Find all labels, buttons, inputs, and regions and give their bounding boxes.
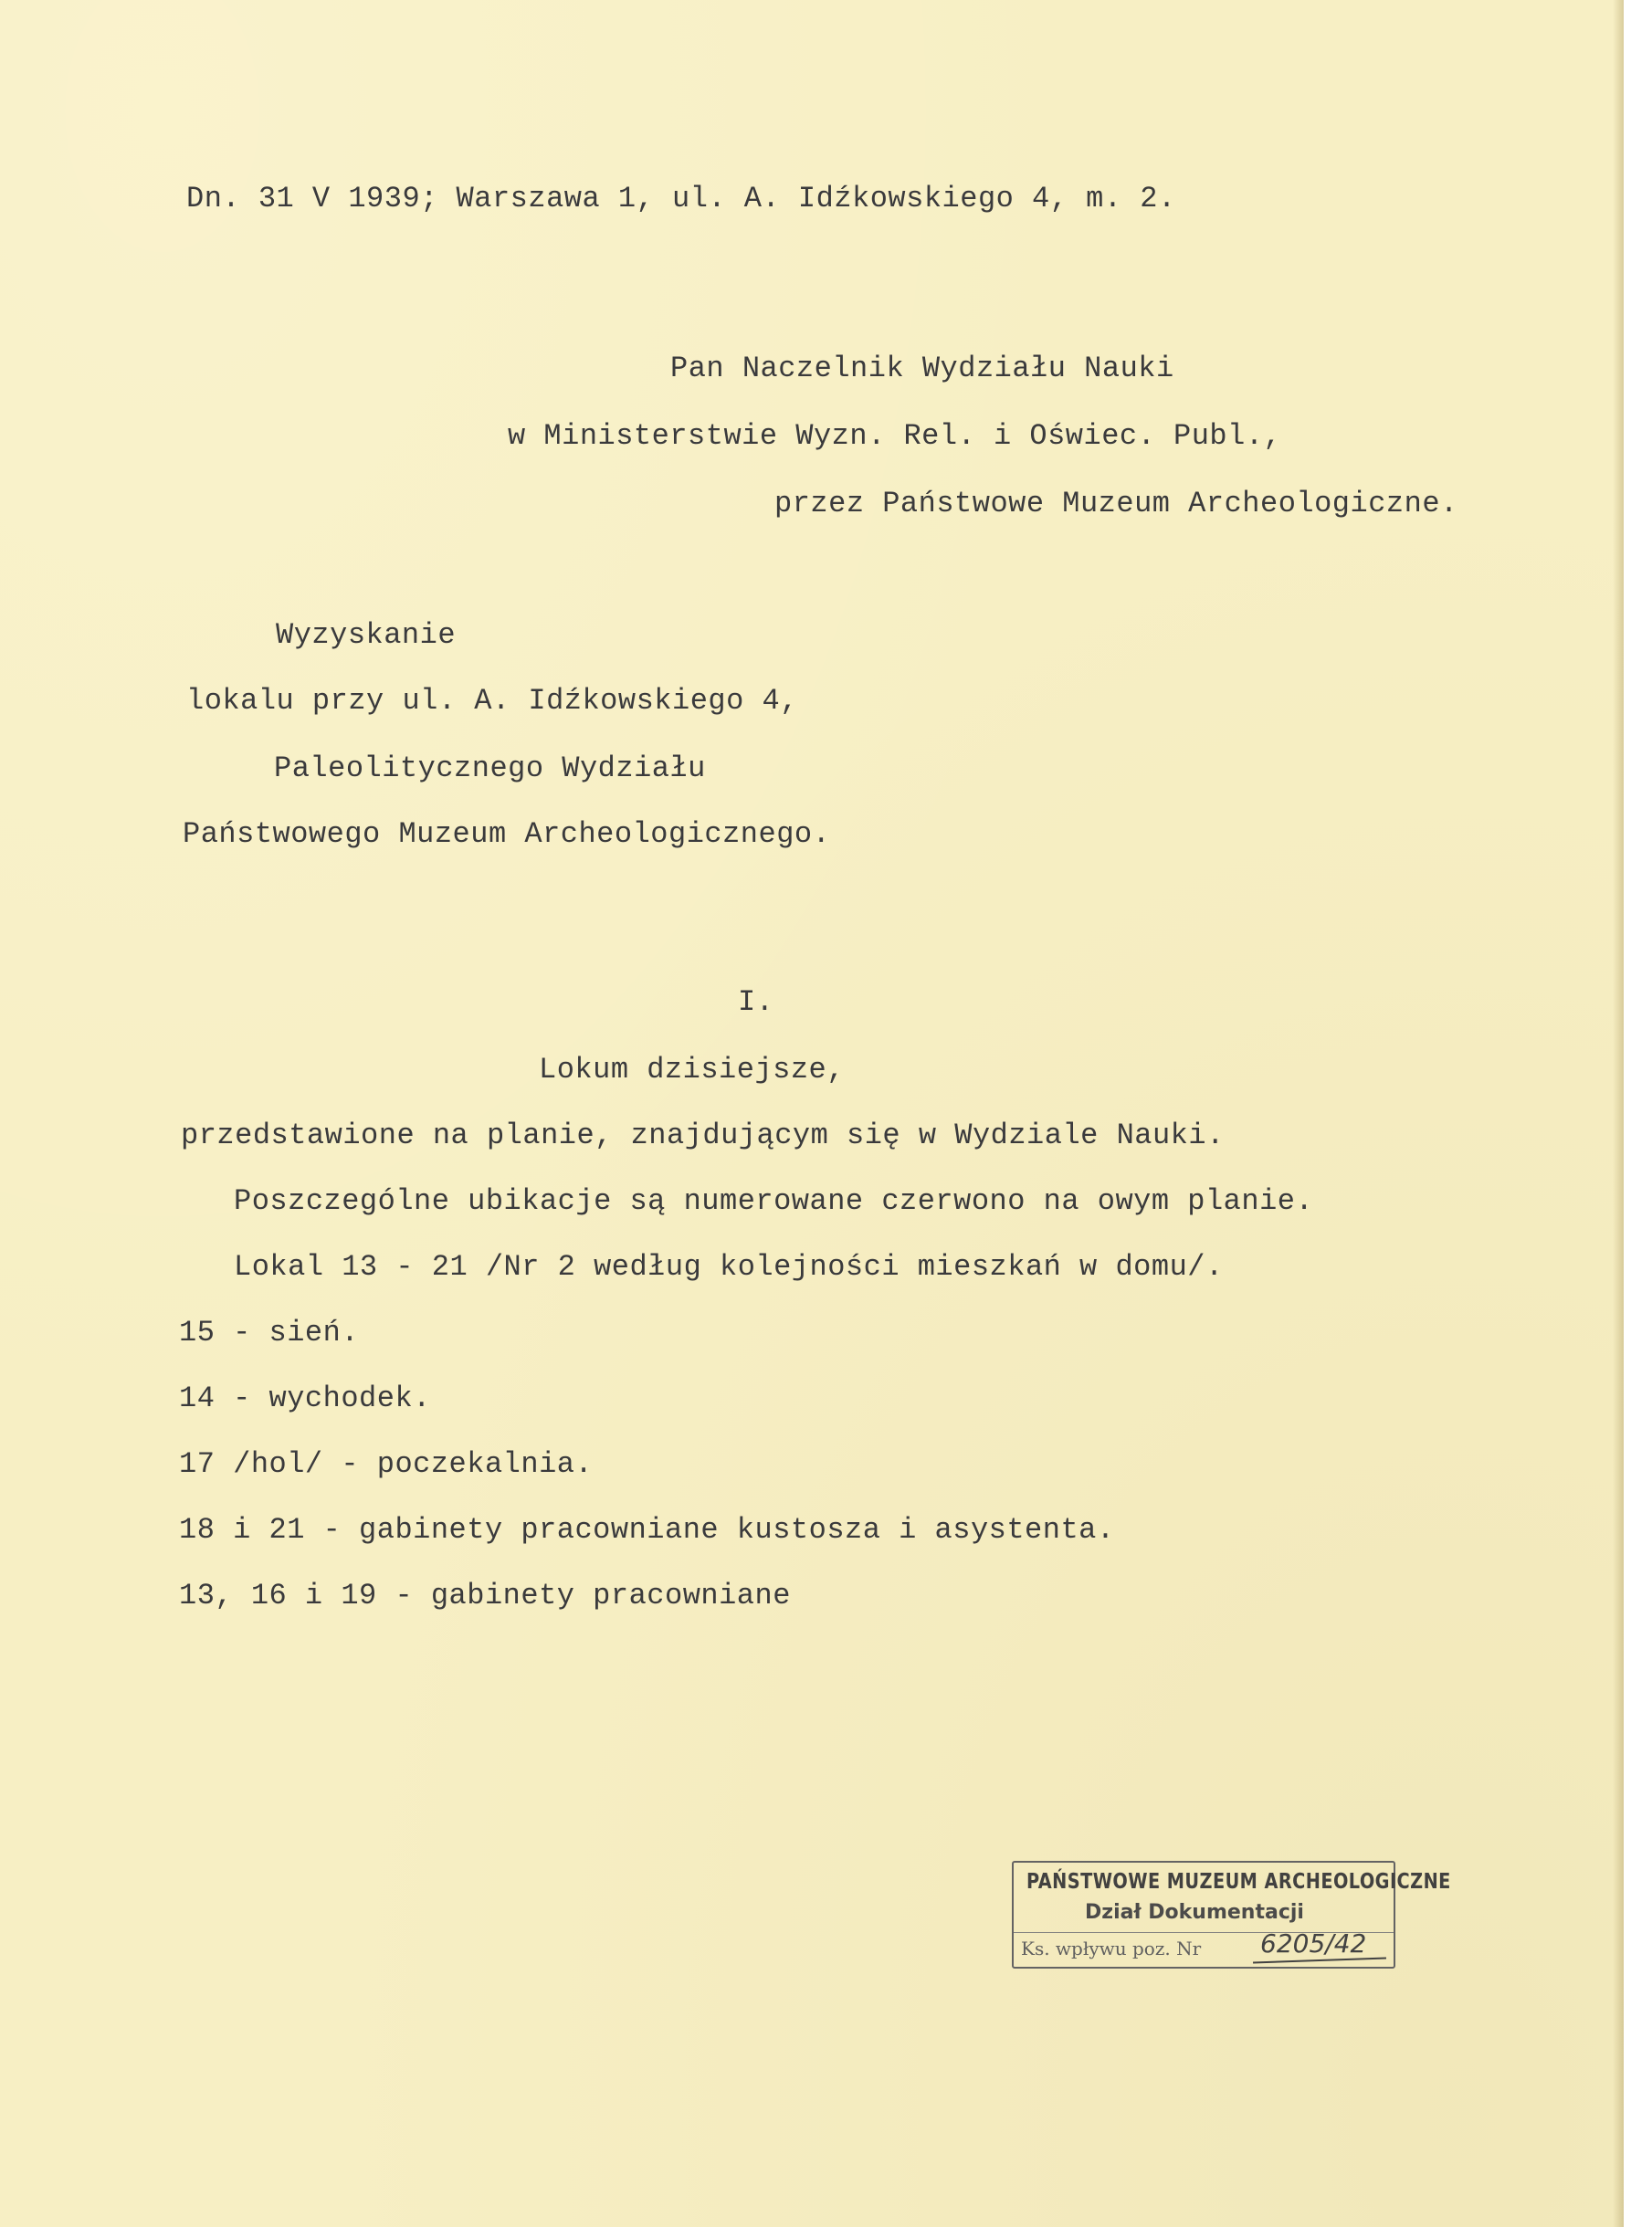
stamp-department: Dział Dokumentacji [1085,1901,1304,1924]
subject-line-3: Paleolitycznego Wydziału [274,751,706,785]
section-number: I. [738,985,774,1019]
addressee-line-2: w Ministerstwie Wyzn. Rel. i Oświec. Publ., [508,419,1282,453]
body-line-1: przedstawione na planie, znajdującym się w Wydziale Nauki. [181,1119,1225,1152]
body-line-8: 13, 16 i 19 - gabinety pracowniane [179,1579,791,1612]
stamp-registry-label: Ks. wpływu poz. Nr [1021,1938,1202,1959]
stamp-institution: PAŃSTWOWE MUZEUM ARCHEOLOGICZNE [1026,1870,1451,1894]
body-line-6: 17 /hol/ - poczekalnia. [179,1447,594,1481]
date-line: Dn. 31 V 1939; Warszawa 1, ul. A. Idźkowskiego 4, m. 2. [186,182,1176,215]
body-line-2: Poszczególne ubikacje są numerowane czerwono na owym planie. [234,1184,1314,1218]
addressee-line-1: Pan Naczelnik Wydziału Nauki [670,352,1174,385]
body-line-4: 15 - sień. [179,1316,360,1350]
subject-line-1: Wyzyskanie [276,618,457,652]
section-title: Lokum dzisiejsze, [539,1053,845,1087]
addressee-line-3: przez Państwowe Muzeum Archeologiczne. [774,487,1458,520]
body-line-3: Lokal 13 - 21 /Nr 2 według kolejności mieszkań w domu/. [234,1250,1224,1284]
archive-stamp [1012,1861,1451,1969]
body-line-5: 14 - wychodek. [179,1381,431,1415]
page-edge-shadow [1613,0,1624,2227]
stamp-registry-number: 6205/42 [1260,1928,1367,1959]
body-line-7: 18 i 21 - gabinety pracowniane kustosza i asystenta. [179,1513,1115,1547]
subject-line-2: lokalu przy ul. A. Idźkowskiego 4, [186,684,798,718]
subject-line-4: Państwowego Muzeum Archeologicznego. [183,817,831,851]
